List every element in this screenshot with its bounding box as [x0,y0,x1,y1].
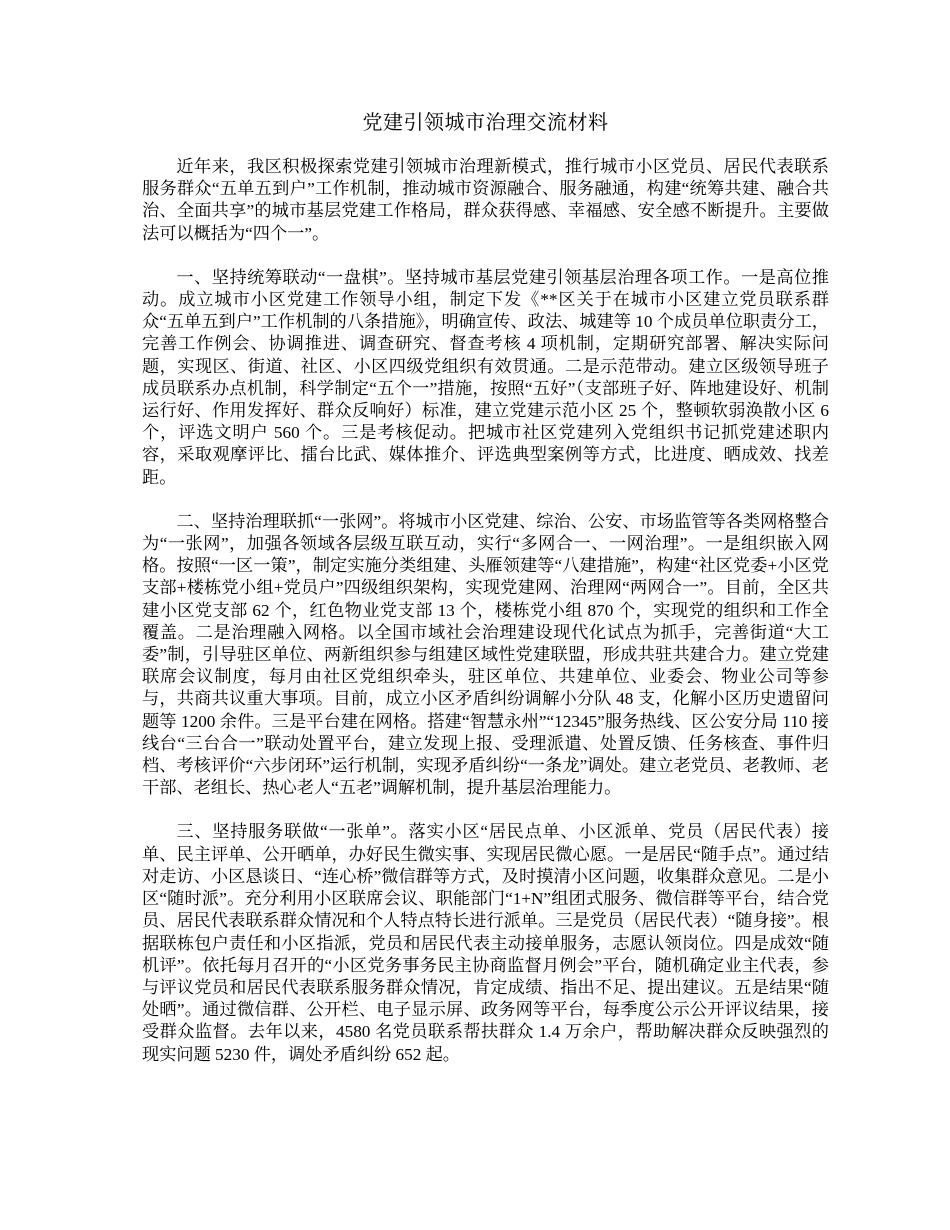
intro-paragraph: 近年来，我区积极探索党建引领城市治理新模式，推行城市小区党员、居民代表联系服务群众“五单五到户”工作机制，推动城市资源融合、服务融通，构建“统筹共建、融合共治、全面共享”的城市基层党建工作格局，群众获得感、幸福感、安全感不断提升。主要做法可以概括为“四个一”。 [142,157,829,243]
document-title: 党建引领城市治理交流材料 [362,110,609,134]
section-three-paragraph: 三、坚持服务联做“一张单”。落实小区“居民点单、小区派单、党员（居民代表）接单、民主评单、公开晒单，办好民生微实事、实现居民微心愿。一是居民“随手点”。通过结对走访、小区恳谈日、“连心桥”微信群等方式，及时摸清小区问题，收集群众意见。二是小区“随时派”。充分利用小区联席会议、职能部门“1+N”组团式服务、微信群等平台，结合党员、居民代表联系群众情况和个人特点特长进行派单。三是党员（居民代表）“随身接”。根据联栋包户责任和小区指派，党员和居民代表主动接单服务，志愿认领岗位。四是成效“随机评”。依托每月召开的“小区党务事务民主协商监督月例会”平台，随机确定业主代表，参与评议党员和居民代表联系服务群众情况，肯定成绩、指出不足、提出建议。五是结果“随处晒”。通过微信群、公开栏、电子显示屏、政务网等平台，每季度公示公开评议结果，接受群众监督。去年以来，4580 名党员联系帮扶群众 1.4 万余户，帮助解决群众反映强烈的现实问题 5230 件，调处矛盾纠纷 652 起。 [142,822,829,1064]
document-page [142,108,829,1088]
section-two-paragraph: 二、坚持治理联抓“一张网”。将城市小区党建、综治、公安、市场监管等各类网格整合为“一张网”，加强各领域各层级互联互动，实行“多网合一、一网治理”。一是组织嵌入网格。按照“一区一策”，制定实施分类组建、头雁领建等“八建措施”，构建“社区党委+小区党支部+楼栋党小组+党员户”四级组织架构，实现党建网、治理网“两网合一”。目前，全区共建小区党支部 62 个，红色物业党支部 13 个，楼栋党小组 870 个，实现党的组织和工作全覆盖。二是治理融入网格。以全国市域社会治理建设现代化试点为抓手，完善街道“大工委”制，引导驻区单位、两新组织参与组建区域性党建联盟，形成共驻共建合力。建立党建联席会议制度，每月由社区党组织牵头，驻区单位、共建单位、业委会、物业公司等参与，共商共议重大事项。目前，成立小区矛盾纠纷调解小分队 48 支，化解小区历史遗留问题等 1200 余件。三是平台建在网格。搭建“智慧永州”“12345”服务热线、区公安分局 110 接线台“三台合一”联动处置平台，建立发现上报、受理派遣、处置反馈、任务核查、事件归档、考核评价“六步闭环”运行机制，实现矛盾纠纷“一条龙”调处。建立老党员、老教师、老干部、老组长、热心老人“五老”调解机制，提升基层治理能力。 [142,511,829,798]
section-one-paragraph: 一、坚持统筹联动“一盘棋”。坚持城市基层党建引领基层治理各项工作。一是高位推动。成立城市小区党建工作领导小组，制定下发《**区关于在城市小区建立党员联系群众“五单五到户”工作机制的八条措施》，明确宣传、政法、城建等 10 个成员单位职责分工，完善工作例会、协调推进、调查研究、督查考核 4 项机制，定期研究部署、解决实际问题，实现区、街道、社区、小区四级党组织有效贯通。二是示范带动。建立区级领导班子成员联系办点机制，科学制定“五个一”措施，按照“五好”（支部班子好、阵地建设好、机制运行好、作用发挥好、群众反响好）标准，建立党建示范小区 25 个，整顿软弱涣散小区 6 个，评选文明户 560 个。三是考核促动。把城市社区党建列入党组织书记抓党建述职内容，采取观摩评比、擂台比武、媒体推介、评选典型案例等方式，比进度、晒成效、找差距。 [142,267,829,487]
